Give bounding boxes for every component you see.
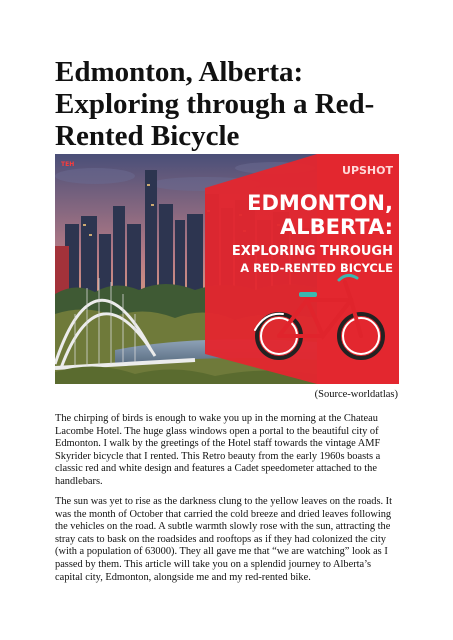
hero-illustration <box>55 154 399 384</box>
headline-line: ALBERTA: <box>280 215 393 239</box>
headline-line: EDMONTON, <box>247 191 393 215</box>
title-line: Exploring through a Red- <box>55 88 375 120</box>
brand-tag: TEH <box>61 161 75 168</box>
title-line: Edmonton, Alberta: <box>55 56 304 88</box>
publisher-logo: UPSHOT <box>342 164 393 177</box>
paragraph: The chirping of birds is enough to wake you up in the morning at the Chateau Lacombe Hotel. The huge glass windows open a portal to the beautiful city of Edmonton. I walk by the greetings of the Hotel staff towards the vintage AMF Skyrider bicycle that I rented. This Retro beauty from the early 1960s boasts a classic red and white design and features a Cadet speedometer attached to the handlebars. <box>55 413 381 487</box>
paragraph: The sun was yet to rise as the darkness clung to the yellow leaves on the roads. It was the month of October that carried the cold breeze and dried leaves following the vehicles on the road. A subtle warmth slowly rose with the sun, attracting the stray cats to bask on the roadsides and rooftops as if they had colonized the city (with a population of 63000). They all gave me that “we are watching” look as I passed by them. This article will take you on a splendid journey to Alberta’s capital city, Edmonton, alongside me and my red-rented bike. <box>55 496 393 583</box>
red-building <box>55 246 69 294</box>
image-caption: (Source-worldatlas) <box>314 389 398 400</box>
bike-seat <box>299 292 317 297</box>
title-line: Rented Bicycle <box>55 120 240 152</box>
hero-image <box>55 154 399 384</box>
article-title <box>55 56 415 152</box>
headline-line: A RED-RENTED BICYCLE <box>240 261 393 275</box>
headline-line: EXPLORING THROUGH <box>231 244 393 259</box>
